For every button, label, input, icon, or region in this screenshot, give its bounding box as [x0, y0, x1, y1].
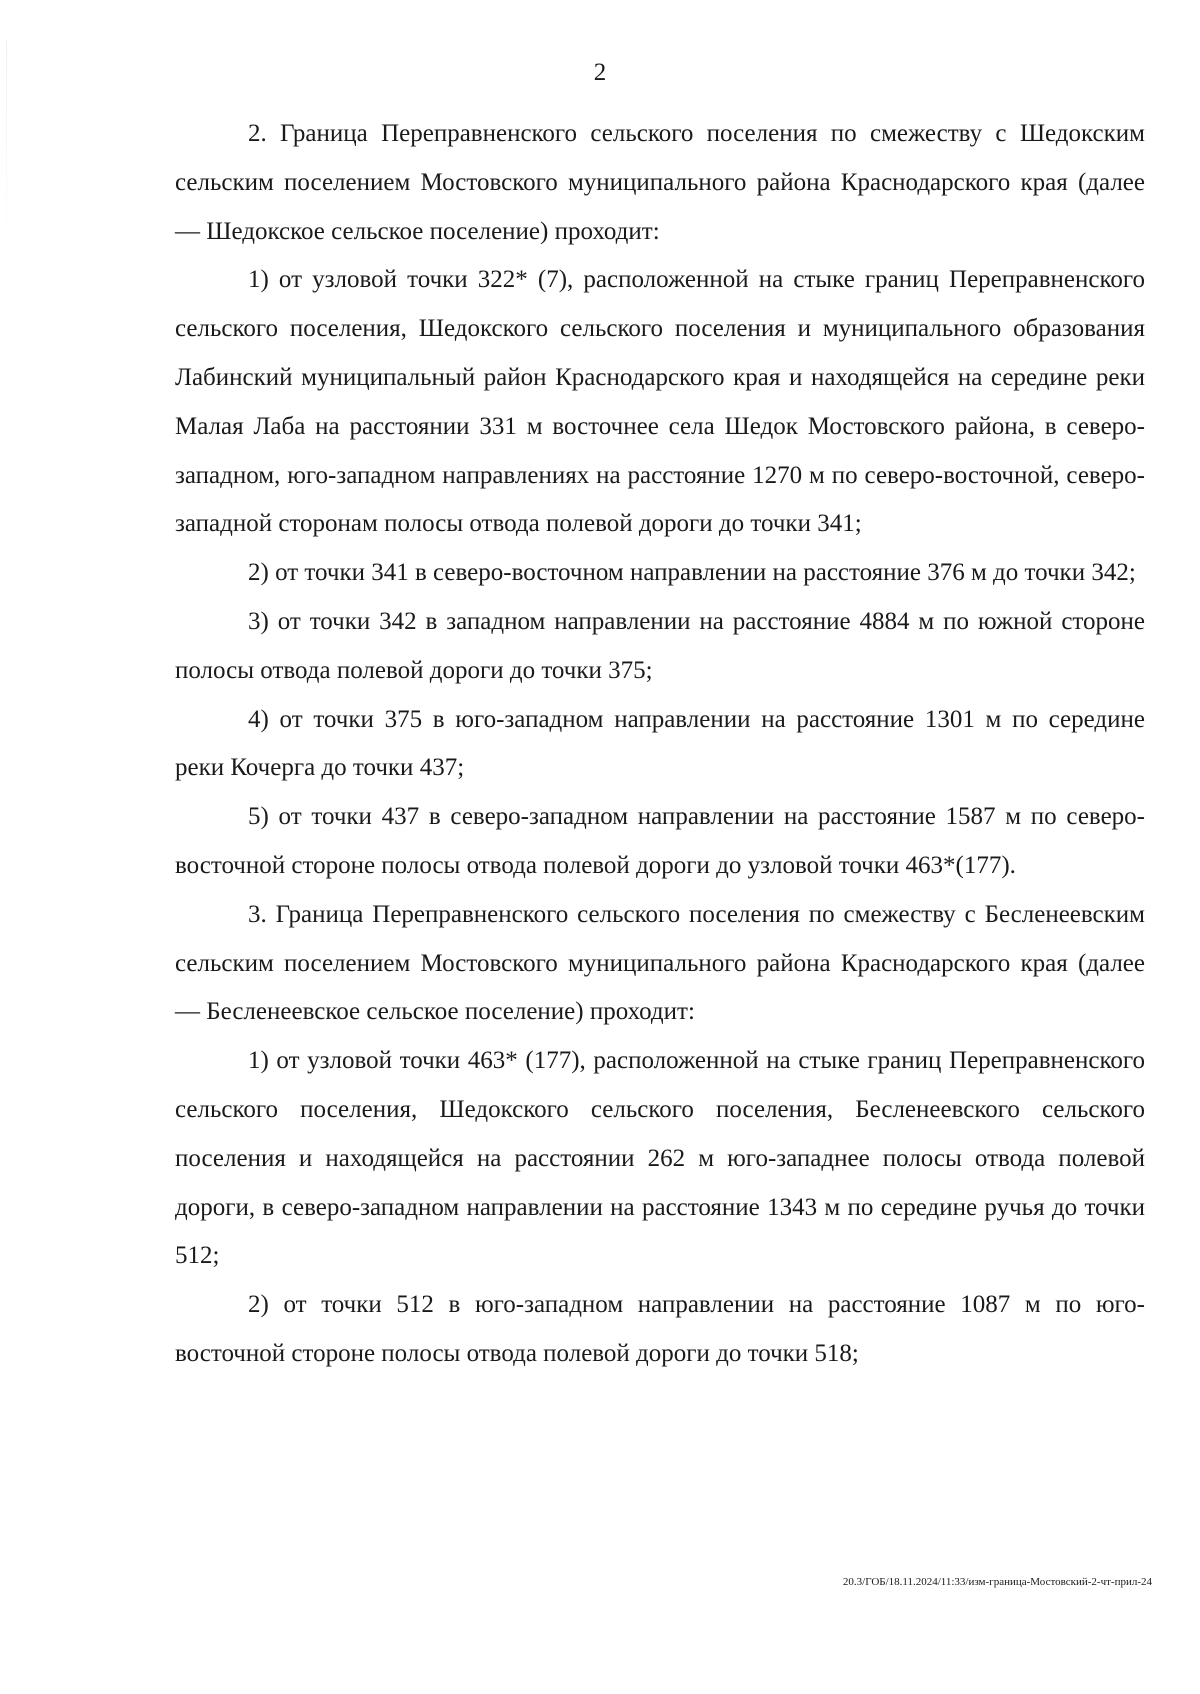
- paragraph-section-2-intro: 2. Граница Переправненского сельского поселения по смежеству с Шедокским сельским поселением Мостовского муниципального района Краснодарского края (далее — Шедокское сельское поселение) проходит:: [175, 120, 1145, 245]
- paragraph-section-2-item-3: 3) от точки 342 в западном направлении на расстояние 4884 м по южной стороне полосы отвода полевой дороги до точки 375;: [175, 607, 1145, 684]
- paragraph-section-2-item-4: 4) от точки 375 в юго-западном направлении на расстояние 1301 м по середине реки Кочерга до точки 437;: [175, 705, 1145, 782]
- paragraph-section-3-item-2: 2) от точки 512 в юго-западном направлении на расстояние 1087 м по юго-восточной стороне полосы отвода полевой дороги до точки 518;: [175, 1291, 1145, 1367]
- paragraph-section-2-item-1: 1) от узловой точки 322* (7), расположенной на стыке границ Переправненского сельского поселения, Шедокского сельского поселения и муниципального образования Лабинский муниципальный район Краснодарского края и находящейся на середине реки Малая Лаба на расстоянии 331 м восточнее села Шедок Мостовского района, в северо-западном, юго-западном направлениях на расстояние 1270 м по северо-восточной, северо-западной сторонам полосы отвода полевой дороги до точки 341;: [175, 266, 1145, 538]
- paragraph-section-2-item-5: 5) от точки 437 в северо-западном направлении на расстояние 1587 м по северо-восточной стороне полосы отвода полевой дороги до узловой точки 463*(177).: [175, 803, 1145, 879]
- paragraph-section-2-item-2: 2) от точки 341 в северо-восточном направлении на расстояние 376 м до точки 342;: [248, 559, 1136, 587]
- paragraph-section-3-intro: 3. Граница Переправненского сельского поселения по смежеству с Бесленеевским сельским поселением Мостовского муниципального района Краснодарского края (далее — Бесленеевское сельское поселение) проходит:: [175, 900, 1145, 1026]
- page-number: 2: [593, 59, 607, 86]
- document-footer-code: 20.3/ГОБ/18.11.2024/11:33/изм-граница-Мостовский-2-чт-прил-24: [842, 1576, 1152, 1588]
- document-body: [175, 110, 1145, 1379]
- paragraph-section-3-item-1: 1) от узловой точки 463* (177), расположенной на стыке границ Переправненского сельского поселения, Шедокского сельского поселения, Бесленеевского сельского поселения и находящейся на расстоянии 262 м юго-западнее полосы отвода полевой дороги, в северо-западном направлении на расстояние 1343 м по середине ручья до точки 512;: [175, 1047, 1145, 1270]
